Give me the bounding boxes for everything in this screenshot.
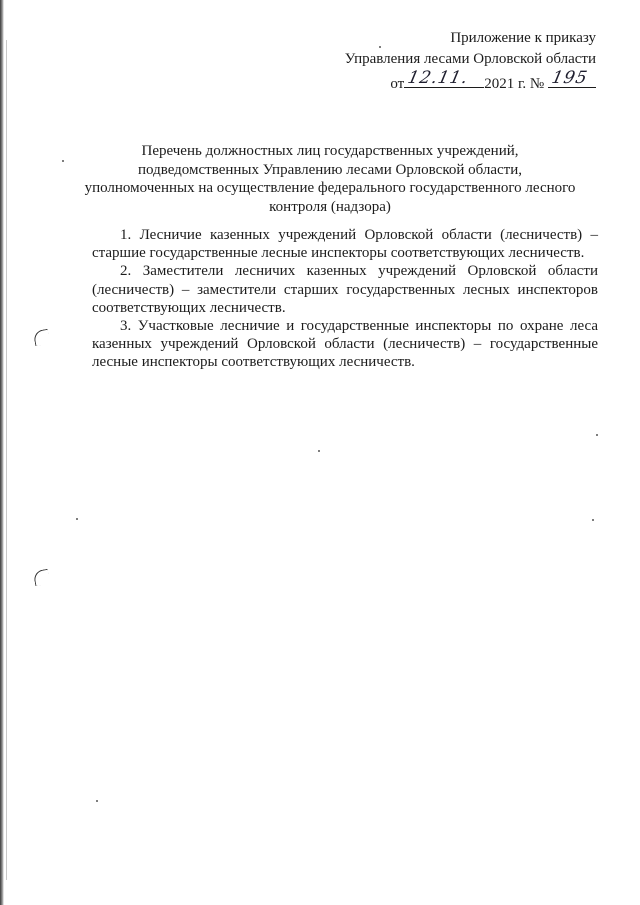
scan-speck	[96, 800, 98, 802]
title-line-4: контроля (надзора)	[269, 198, 391, 215]
number-blank	[548, 70, 596, 88]
scan-edge-line	[6, 40, 7, 880]
scan-mark-hook-1	[33, 329, 50, 346]
document-body	[92, 226, 598, 372]
scan-speck	[379, 46, 381, 48]
date-prefix: от	[390, 76, 405, 92]
handwritten-date: 12.11.	[406, 68, 471, 88]
title-line-2: подведомственных Управлению лесами Орловской области,	[137, 161, 523, 178]
scan-speck	[596, 434, 598, 436]
list-item-2: 2. Заместители лесничих казенных учреждений Орловской области (лесничеств) – заместители старших государственных лесных инспекторов соответствующих лесничеств.	[92, 263, 598, 316]
date-blank	[404, 70, 484, 88]
scan-edge	[0, 0, 4, 905]
document-title	[80, 142, 580, 216]
title-line-1: Перечень должностных лиц государственных учреждений,	[141, 143, 519, 159]
header-date-line	[345, 70, 596, 95]
handwritten-number: 195	[549, 68, 590, 88]
list-item-1: 1. Лесничие казенных учреждений Орловской области (лесничеств) – старшие государственные лесные инспекторы соответствующих лесничеств.	[92, 227, 598, 262]
scan-speck	[76, 518, 78, 520]
order-appendix-header	[345, 28, 596, 95]
header-line-appendix: Приложение к приказу	[450, 30, 596, 46]
header-line-department: Управления лесами Орловской области	[344, 51, 596, 67]
list-item-3: 3. Участковые лесничие и государственные инспекторы по охране леса казенных учреждений Орловской области (лесничеств) – государственные лесные инспекторы соответствующих лесничеств.	[92, 318, 598, 371]
scan-speck	[318, 450, 320, 452]
title-line-3: уполномоченных на осуществление федерального государственного лесного	[84, 180, 576, 196]
scan-speck	[62, 160, 64, 162]
scan-mark-hook-2	[33, 569, 50, 586]
year-number-label: 2021 г. №	[484, 76, 545, 92]
scan-speck	[592, 519, 594, 521]
